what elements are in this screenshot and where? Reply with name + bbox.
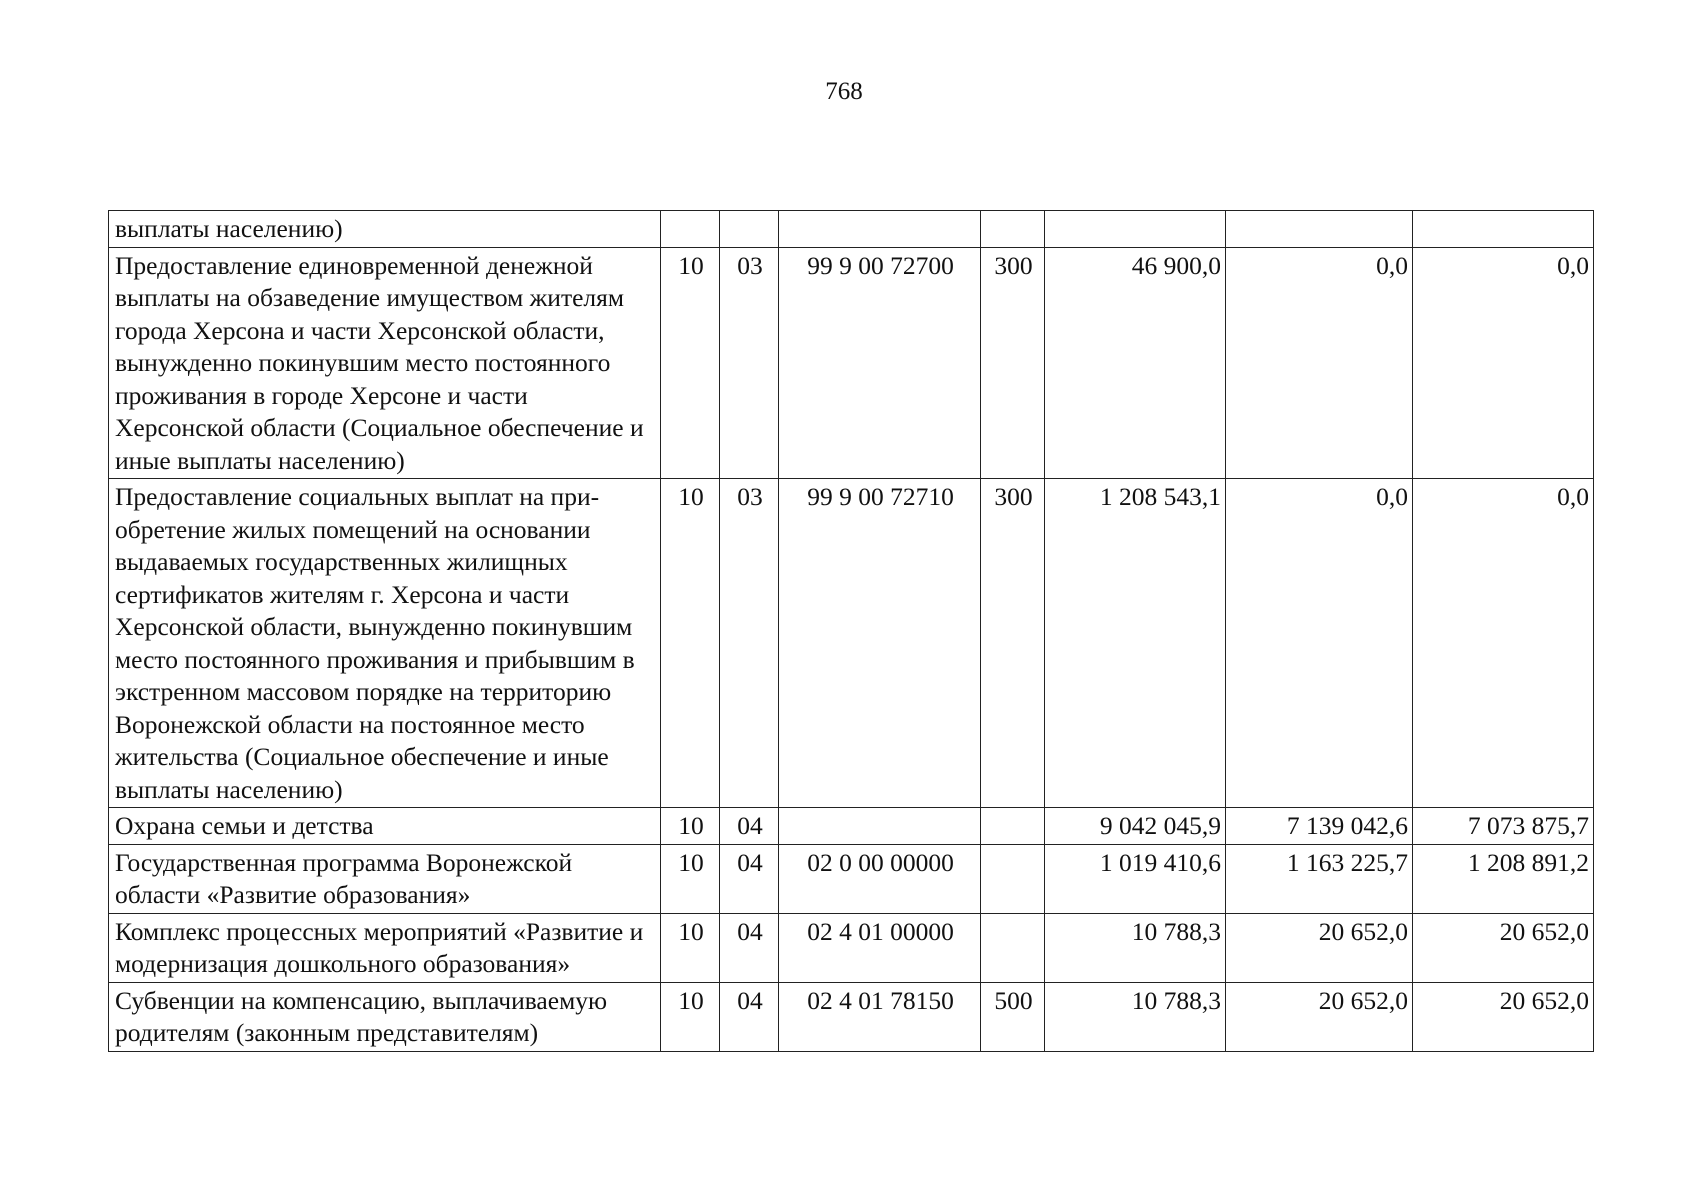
amount-year3-cell: 20 652,0 [1413, 913, 1594, 982]
amount-year3-cell: 0,0 [1413, 247, 1594, 479]
expense-type-cell [981, 844, 1045, 913]
section-code-cell: 10 [661, 247, 720, 479]
row-name-cell: Предоставление единовременной денежной выплаты на обзаведение имуществом жителям города Херсона и части Херсонской области, вынужденно покинувшим место постоянного проживания в городе Херсоне и части Херсонской области (Социальное обеспечение и иные выплаты населению) [109, 247, 661, 479]
section-code-cell: 10 [661, 913, 720, 982]
target-article-cell [779, 808, 981, 845]
table-row [109, 844, 1594, 913]
target-article-cell: 02 4 01 00000 [779, 913, 981, 982]
table-row [109, 808, 1594, 845]
amount-year2-cell: 7 139 042,6 [1226, 808, 1413, 845]
target-article-cell: 02 0 00 00000 [779, 844, 981, 913]
expense-type-cell: 300 [981, 247, 1045, 479]
table-row [109, 982, 1594, 1051]
amount-year2-cell: 20 652,0 [1226, 913, 1413, 982]
amount-year1-cell [1045, 211, 1226, 248]
expense-type-cell [981, 808, 1045, 845]
amount-year2-cell: 1 163 225,7 [1226, 844, 1413, 913]
subsection-code-cell: 04 [720, 844, 779, 913]
subsection-code-cell: 04 [720, 913, 779, 982]
subsection-code-cell: 04 [720, 982, 779, 1051]
amount-year3-cell: 0,0 [1413, 479, 1594, 808]
target-article-cell [779, 211, 981, 248]
table-row [109, 479, 1594, 808]
amount-year1-cell: 10 788,3 [1045, 982, 1226, 1051]
amount-year1-cell: 10 788,3 [1045, 913, 1226, 982]
amount-year2-cell: 0,0 [1226, 479, 1413, 808]
section-code-cell: 10 [661, 808, 720, 845]
amount-year1-cell: 1 208 543,1 [1045, 479, 1226, 808]
expense-type-cell: 300 [981, 479, 1045, 808]
expense-type-cell: 500 [981, 982, 1045, 1051]
subsection-code-cell: 04 [720, 808, 779, 845]
amount-year2-cell: 20 652,0 [1226, 982, 1413, 1051]
subsection-code-cell: 03 [720, 247, 779, 479]
row-name-cell: выплаты населению) [109, 211, 661, 248]
table-row [109, 913, 1594, 982]
amount-year1-cell: 46 900,0 [1045, 247, 1226, 479]
amount-year2-cell: 0,0 [1226, 247, 1413, 479]
section-code-cell: 10 [661, 479, 720, 808]
target-article-cell: 02 4 01 78150 [779, 982, 981, 1051]
amount-year3-cell: 7 073 875,7 [1413, 808, 1594, 845]
row-name-cell: Комплекс процессных мероприятий «Развитие и модернизация дошкольного образования» [109, 913, 661, 982]
amount-year1-cell: 1 019 410,6 [1045, 844, 1226, 913]
row-name-cell: Предоставление социальных выплат на приобретение жилых помещений на основании выдаваемых государственных жилищных сертификатов жителям г. Херсона и части Херсонской области, вынужденно покинувшим место постоянного проживания и прибывшим в экстренном массовом порядке на территорию Воронежской области на постоянное место жительства (Социальное обеспечение и иные выплаты населению) [109, 479, 661, 808]
row-name-cell: Охрана семьи и детства [109, 808, 661, 845]
target-article-cell: 99 9 00 72710 [779, 479, 981, 808]
amount-year2-cell [1226, 211, 1413, 248]
section-code-cell: 10 [661, 982, 720, 1051]
amount-year3-cell: 1 208 891,2 [1413, 844, 1594, 913]
page-number: 768 [825, 78, 863, 105]
budget-table [108, 210, 1594, 1052]
row-name-cell: Субвенции на компенсацию, выплачиваемую родителям (законным представителям) [109, 982, 661, 1051]
amount-year3-cell [1413, 211, 1594, 248]
expense-type-cell [981, 211, 1045, 248]
amount-year3-cell: 20 652,0 [1413, 982, 1594, 1051]
table-row [109, 211, 1594, 248]
amount-year1-cell: 9 042 045,9 [1045, 808, 1226, 845]
section-code-cell: 10 [661, 844, 720, 913]
table-row [109, 247, 1594, 479]
target-article-cell: 99 9 00 72700 [779, 247, 981, 479]
subsection-code-cell: 03 [720, 479, 779, 808]
expense-type-cell [981, 913, 1045, 982]
subsection-code-cell [720, 211, 779, 248]
section-code-cell [661, 211, 720, 248]
row-name-cell: Государственная программа Воронежской области «Развитие образования» [109, 844, 661, 913]
